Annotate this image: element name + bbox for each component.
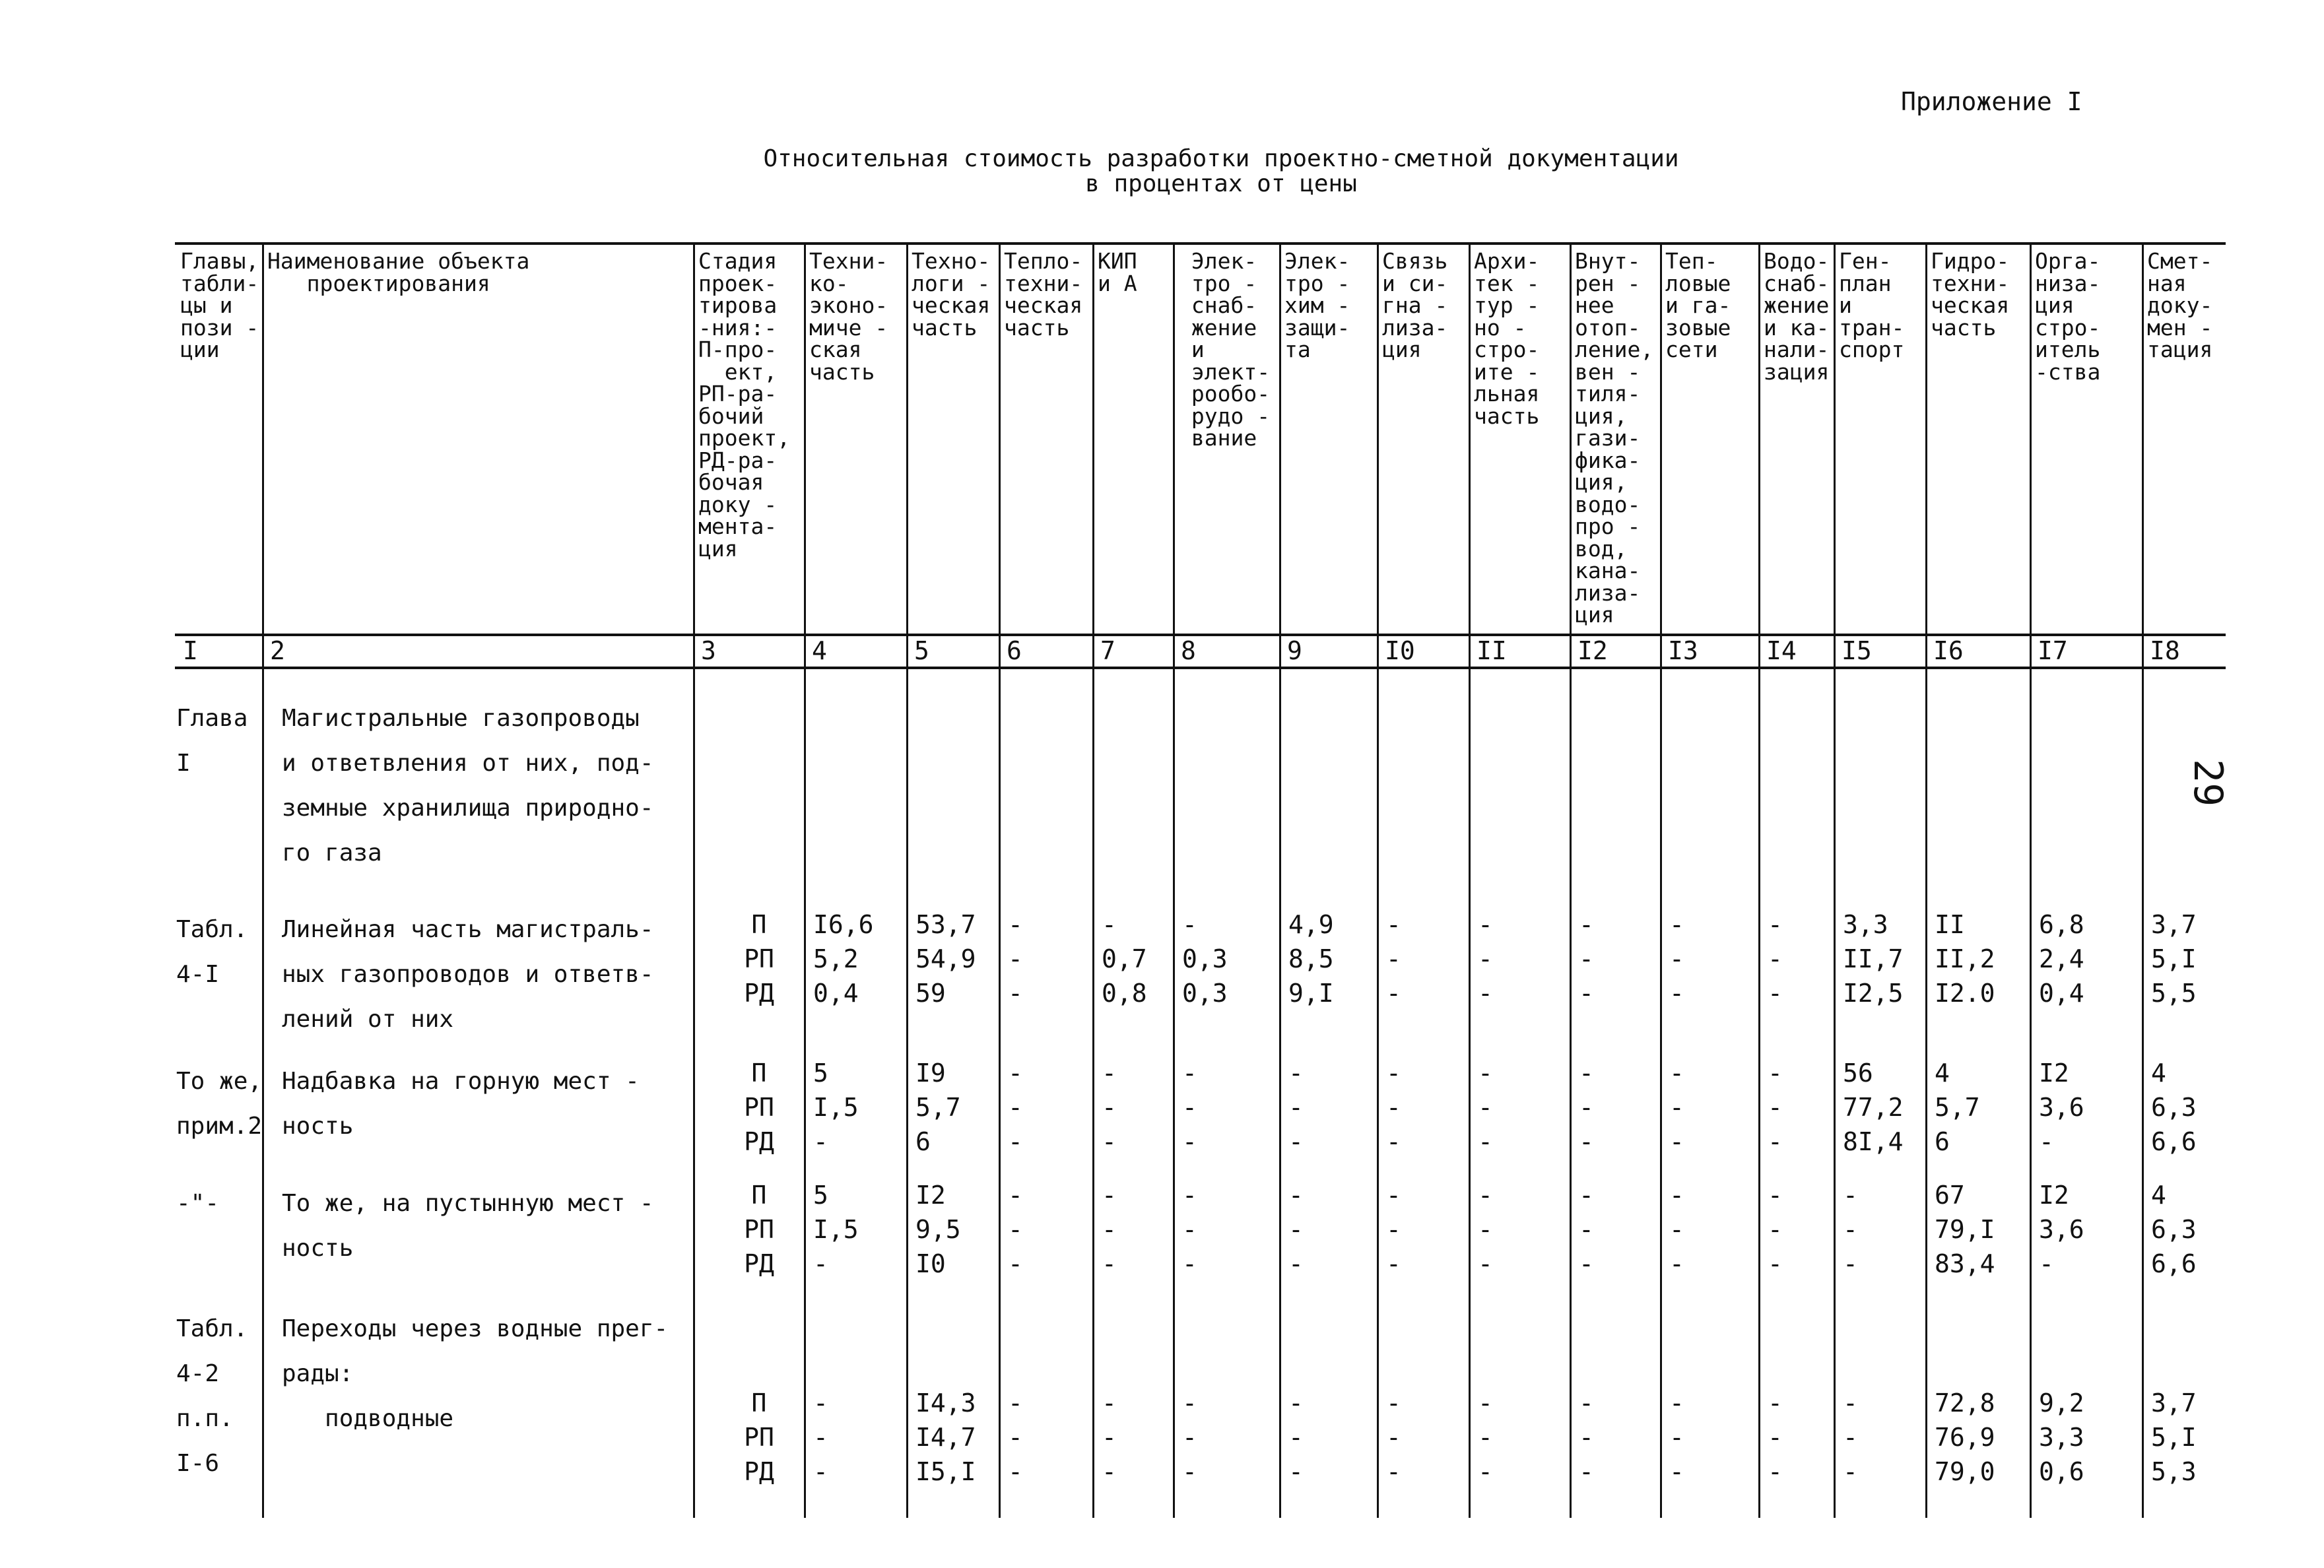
row-values-col-6: - - - — [1008, 1181, 1023, 1278]
column-divider — [1834, 242, 1836, 1518]
header-cell-16: Гидро- техни- ческая часть — [1931, 248, 2010, 341]
column-divider — [1570, 242, 1572, 1518]
row-values-col-5: I4,3 I4,7 I5,I — [915, 1388, 976, 1486]
row-values-col-8: - 0,3 0,3 — [1182, 910, 1228, 1008]
row-values-col-4: - - - — [813, 1388, 828, 1486]
row-values-col-15: 56 77,2 8I,4 — [1843, 1059, 1904, 1156]
row-values-col-13: - - - — [1669, 1181, 1684, 1278]
header-cell-5: Техно- логи - ческая часть — [912, 248, 991, 341]
row-ref: То же, прим.2 — [176, 1068, 263, 1140]
header-cell-15: Ген- план и тран- спорт — [1839, 248, 1905, 362]
header-cell-7: КИП и А — [1098, 248, 1137, 296]
column-number-18: I8 — [2150, 636, 2180, 665]
row-values-col-18: 4 6,3 6,6 — [2151, 1181, 2197, 1278]
row-values-col-12: - - - — [1579, 910, 1594, 1008]
header-cell-1: Главы, табли- цы и пози - ции — [180, 248, 259, 362]
column-divider — [1469, 242, 1471, 1518]
row-values-col-6: - - - — [1008, 1388, 1023, 1486]
row-values-col-12: - - - — [1579, 1181, 1594, 1278]
header-cell-8: Элек- тро - снаб- жение и элект- рообо- рудо - вание — [1191, 248, 1271, 451]
row-values-col-14: - - - — [1768, 1181, 1783, 1278]
column-number-10: I0 — [1385, 636, 1415, 665]
column-number-9: 9 — [1287, 636, 1302, 665]
row-values-col-5: I9 5,7 6 — [915, 1059, 961, 1156]
row-values-col-9: 4,9 8,5 9,I — [1288, 910, 1334, 1008]
column-divider — [1279, 242, 1281, 1518]
row-values-col-15: 3,3 II,7 I2,5 — [1843, 910, 1904, 1008]
row-stages: П РП РД — [744, 1388, 774, 1486]
row-values-col-18: 4 6,3 6,6 — [2151, 1059, 2197, 1156]
column-number-6: 6 — [1007, 636, 1022, 665]
appendix-label: Приложение I — [1901, 87, 2082, 116]
row-values-col-5: 53,7 54,9 59 — [915, 910, 976, 1008]
row-values-col-5: I2 9,5 I0 — [915, 1181, 961, 1278]
header-cell-10: Связь и си- гна - лиза- ция — [1382, 248, 1448, 362]
row-ref: Табл. 4-2 п.п. I-6 — [176, 1315, 248, 1477]
row-values-col-9: - - - — [1288, 1181, 1304, 1278]
column-number-2: 2 — [270, 636, 285, 665]
row-name: Надбавка на горную мест - ность — [282, 1068, 640, 1140]
row-values-col-16: II II,2 I2.0 — [1935, 910, 1995, 1008]
row-values-col-14: - - - — [1768, 1388, 1783, 1486]
row-ref: Табл. 4-I — [176, 916, 248, 988]
row-ref: -"- — [176, 1190, 220, 1217]
column-number-1: I — [183, 636, 198, 665]
column-number-3: 3 — [701, 636, 716, 665]
row-values-col-7: - 0,7 0,8 — [1102, 910, 1147, 1008]
column-number-15: I5 — [1842, 636, 1872, 665]
row-values-col-17: 9,2 3,3 0,6 — [2039, 1388, 2084, 1486]
row-stages: П РП РД — [744, 1059, 774, 1156]
row-values-col-13: - - - — [1669, 910, 1684, 1008]
row-values-col-16: 72,8 76,9 79,0 — [1935, 1388, 1995, 1486]
row-values-col-14: - - - — [1768, 910, 1783, 1008]
column-number-5: 5 — [914, 636, 929, 665]
row-values-col-8: - - - — [1182, 1059, 1197, 1156]
row-name: Переходы через водные прег- рады: подводные — [282, 1315, 669, 1432]
title-line-2: в процентах от цены — [1085, 170, 1357, 197]
row-ref: Глава I — [176, 705, 248, 777]
row-values-col-4: 5 I,5 - — [813, 1181, 859, 1278]
column-number-17: I7 — [2038, 636, 2068, 665]
header-top-rule — [175, 242, 2226, 245]
row-values-col-13: - - - — [1669, 1059, 1684, 1156]
column-divider — [1758, 242, 1760, 1518]
row-values-col-14: - - - — [1768, 1059, 1783, 1156]
row-name: То же, на пустынную мест - ность — [282, 1190, 654, 1262]
row-values-col-6: - - - — [1008, 910, 1023, 1008]
row-values-col-17: 6,8 2,4 0,4 — [2039, 910, 2084, 1008]
column-number-4: 4 — [812, 636, 827, 665]
column-divider — [1377, 242, 1379, 1518]
header-cell-6: Тепло- техни- ческая часть — [1004, 248, 1083, 341]
row-values-col-18: 3,7 5,I 5,5 — [2151, 910, 2197, 1008]
header-cell-3: Стадия проек- тирова -ния:- П-про- ект, РП-ра- бочий проект, РД-ра- бочая доку - мента- ция — [698, 248, 791, 562]
row-values-col-16: 4 5,7 6 — [1935, 1059, 1980, 1156]
row-values-col-17: I2 3,6 - — [2039, 1181, 2084, 1278]
column-divider — [693, 242, 695, 1518]
row-values-col-4: I6,6 5,2 0,4 — [813, 910, 874, 1008]
row-values-col-7: - - - — [1102, 1181, 1117, 1278]
column-number-rule — [175, 667, 2226, 669]
row-values-col-9: - - - — [1288, 1059, 1304, 1156]
title-line-1: Относительная стоимость разработки проектно-сметной документации — [763, 145, 1679, 172]
header-cell-14: Водо- снаб- жение и ка- нали- зация — [1764, 248, 1830, 385]
row-values-col-8: - - - — [1182, 1181, 1197, 1278]
row-name: Линейная часть магистраль- ных газопроводов и ответв- лений от них — [282, 916, 654, 1033]
row-values-col-15: - - - — [1843, 1388, 1858, 1486]
row-values-col-12: - - - — [1579, 1388, 1594, 1486]
column-number-16: I6 — [1933, 636, 1964, 665]
row-values-col-7: - - - — [1102, 1059, 1117, 1156]
header-bottom-rule — [175, 634, 2226, 636]
row-stages: П РП РД — [744, 1181, 774, 1278]
row-values-col-8: - - - — [1182, 1388, 1197, 1486]
column-number-14: I4 — [1766, 636, 1797, 665]
row-values-col-6: - - - — [1008, 1059, 1023, 1156]
column-divider — [1660, 242, 1662, 1518]
column-divider — [906, 242, 908, 1518]
column-divider — [804, 242, 806, 1518]
row-values-col-15: - - - — [1843, 1181, 1858, 1278]
row-values-col-7: - - - — [1102, 1388, 1117, 1486]
row-values-col-17: I2 3,6 - — [2039, 1059, 2084, 1156]
column-number-11: II — [1477, 636, 1507, 665]
page-number: 29 — [2185, 759, 2231, 807]
column-number-12: I2 — [1577, 636, 1608, 665]
column-number-13: I3 — [1668, 636, 1698, 665]
row-values-col-10: - - - — [1386, 1059, 1401, 1156]
row-values-col-11: - - - — [1478, 910, 1493, 1008]
row-values-col-16: 67 79,I 83,4 — [1935, 1181, 1995, 1278]
row-values-col-11: - - - — [1478, 1181, 1493, 1278]
row-values-col-4: 5 I,5 - — [813, 1059, 859, 1156]
column-divider — [999, 242, 1001, 1518]
header-cell-4: Техни- ко- эконо- миче - ская часть — [809, 248, 888, 385]
header-cell-2: Наименование объекта проектирования — [267, 248, 530, 296]
row-values-col-10: - - - — [1386, 1388, 1401, 1486]
row-stages: П РП РД — [744, 910, 774, 1008]
column-number-7: 7 — [1100, 636, 1115, 665]
row-values-col-9: - - - — [1288, 1388, 1304, 1486]
header-cell-11: Архи- тек - тур - но - стро- ите - льная часть — [1474, 248, 1540, 429]
row-values-col-10: - - - — [1386, 910, 1401, 1008]
column-divider — [1173, 242, 1175, 1518]
row-values-col-18: 3,7 5,I 5,3 — [2151, 1388, 2197, 1486]
row-values-col-10: - - - — [1386, 1181, 1401, 1278]
header-cell-12: Внут- рен - нее отоп- ление, вен - тиля- ция, гази- фика- ция, водо- про - вод, кана- лиза- ция — [1575, 248, 1654, 628]
column-number-8: 8 — [1181, 636, 1196, 665]
row-name: Магистральные газопроводы и ответвления от них, под- земные хранилища природно- го газа — [282, 705, 654, 866]
column-divider — [2142, 242, 2144, 1518]
row-values-col-11: - - - — [1478, 1388, 1493, 1486]
column-divider — [1925, 242, 1927, 1518]
column-divider — [262, 242, 264, 1518]
header-cell-9: Элек- тро - хим - защи- та — [1284, 248, 1350, 362]
row-values-col-13: - - - — [1669, 1388, 1684, 1486]
column-divider — [2030, 242, 2032, 1518]
column-divider — [1092, 242, 1094, 1518]
row-values-col-12: - - - — [1579, 1059, 1594, 1156]
row-values-col-11: - - - — [1478, 1059, 1493, 1156]
header-cell-17: Орга- низа- ция стро- итель -ства — [2035, 248, 2101, 385]
header-cell-18: Смет- ная доку- мен - тация — [2147, 248, 2213, 362]
header-cell-13: Теп- ловые и га- зовые сети — [1665, 248, 1731, 362]
